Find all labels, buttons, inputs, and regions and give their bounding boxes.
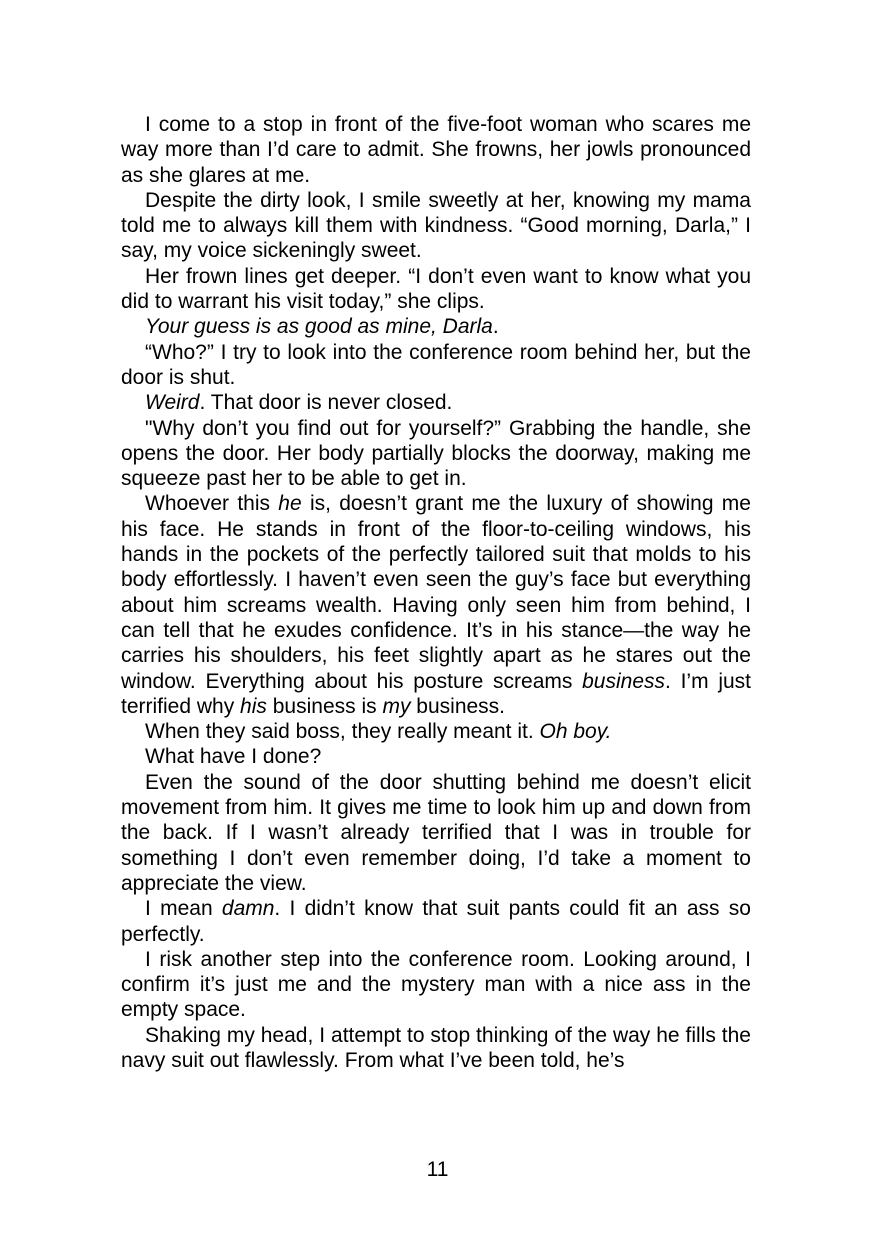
text-run: Her frown lines get deeper. “I don’t even want to know what you did to warrant his visit today,” she clips.	[121, 264, 751, 314]
italic-run: Your guess is as good as mine, Darla	[145, 315, 493, 339]
page-number: 11	[426, 1158, 449, 1181]
paragraph	[121, 1023, 751, 1074]
italic-run: my	[382, 694, 411, 718]
text-run: "Why don’t you find out for yourself?” Grabbing the handle, she opens the door. Her body partially blocks the doorway, making me squeeze past her to be able to get in.	[121, 416, 751, 491]
text-run: Whoever this	[145, 492, 279, 516]
paragraph	[121, 770, 751, 896]
text-run: . I didn’t know that suit pants could fit an ass so perfectly.	[121, 897, 751, 946]
paragraph	[121, 491, 751, 719]
paragraph	[121, 896, 751, 947]
italic-run: his	[240, 694, 267, 718]
paragraph	[121, 112, 751, 188]
italic-run: damn	[221, 897, 275, 921]
text-run: Even the sound of the door shutting behind me doesn’t elicit movement from him. It gives me time to look him up and down from the back. If I wasn’t already terrified that I was in trouble for something I don’t even remember doing, I’d take a moment to appreciate the view.	[121, 770, 751, 895]
text-run: When they said boss, they really meant it.	[145, 720, 540, 744]
italic-run: business	[582, 669, 666, 693]
paragraph	[121, 314, 751, 339]
text-run: business.	[410, 694, 506, 718]
text-run: “Who?” I try to look into the conference room behind her, but the door is shut.	[121, 340, 751, 389]
italic-run: Oh boy.	[539, 720, 612, 744]
paragraph	[121, 744, 751, 769]
text-run: I mean	[145, 897, 222, 921]
paragraph	[121, 416, 751, 492]
italic-run: Weird	[145, 391, 200, 415]
text-run: I come to a stop in front of the five-foot woman who scares me way more than I’d care to admit. She frowns, her jowls pronounced as she glares at me.	[121, 113, 751, 187]
text-run: business is	[266, 694, 383, 718]
paragraph	[121, 390, 751, 415]
paragraph	[121, 340, 751, 391]
text-run: . I’m just terrified why	[121, 669, 751, 718]
text-run: Despite the dirty look, I smile sweetly at her, knowing my mama told me to always kill them with kindness. “Good morning, Darla,” I say, my voice sickeningly sweet.	[121, 188, 751, 263]
paragraph	[121, 719, 751, 744]
text-run: What have I done?	[145, 745, 322, 769]
page-text	[121, 112, 751, 1073]
paragraph	[121, 188, 751, 264]
italic-run: he	[278, 492, 302, 516]
text-run: Shaking my head, I attempt to stop thinking of the way he fills the navy suit out flawlessly. From what I’ve been told, he’s	[121, 1023, 751, 1072]
text-run: .	[492, 315, 499, 339]
text-run: is, doesn’t grant me the luxury of showing me his face. He stands in front of the floor-to-ceiling windows, his hands in the pockets of the perfectly tailored suit that molds to his body effortlessly. I haven’t even seen the guy’s face but everything about him screams wealth. Having only seen him from behind, I can tell that he exudes confidence. It’s in his stance—the way he carries his shoulders, his feet slightly apart as he stares out the window. Everything about his posture screams	[121, 492, 751, 693]
text-run: . That door is never closed.	[199, 391, 453, 415]
text-run: I risk another step into the conference room. Looking around, I confirm it’s just me and the mystery man with a nice ass in the empty space.	[121, 947, 751, 1022]
paragraph	[121, 264, 751, 315]
paragraph	[121, 947, 751, 1023]
